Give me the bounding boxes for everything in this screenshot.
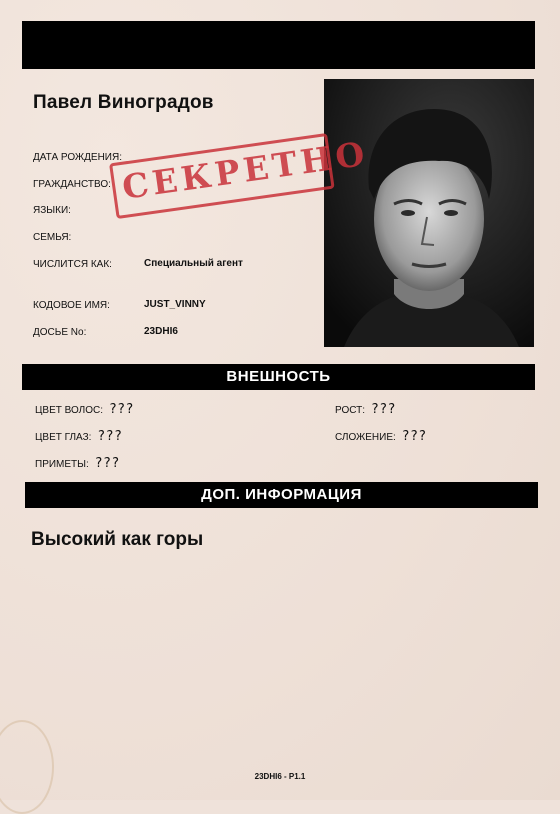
marks-label: ПРИМЕТЫ: bbox=[35, 459, 89, 470]
height-label: РОСТ: bbox=[335, 405, 366, 416]
build-value: ??? bbox=[401, 429, 427, 444]
extra-info-note: Высокий как горы bbox=[31, 529, 204, 550]
redacted-header-bar bbox=[22, 21, 535, 69]
appearance-section-header: ВНЕШНОСТЬ bbox=[22, 364, 535, 390]
stamp-text: СЕКРЕТНО bbox=[119, 133, 371, 207]
marks-field bbox=[35, 456, 120, 471]
dossier-number-label: ДОСЬЕ No: bbox=[33, 327, 87, 338]
listed-as-value: Специальный агент bbox=[144, 258, 243, 269]
languages-label: ЯЗЫКИ: bbox=[33, 205, 71, 216]
hair-color-value: ??? bbox=[108, 402, 134, 417]
dossier-number-value: 23DHI6 bbox=[144, 326, 178, 337]
eye-color-field bbox=[35, 429, 122, 444]
eye-color-label: ЦВЕТ ГЛАЗ: bbox=[35, 432, 92, 443]
secret-stamp bbox=[109, 133, 371, 221]
extra-info-section-header: ДОП. ИНФОРМАЦИЯ bbox=[25, 482, 538, 508]
eye-color-value: ??? bbox=[97, 429, 123, 444]
agent-name: Павел Виноградов bbox=[33, 92, 214, 113]
birthdate-label: ДАТА РОЖДЕНИЯ: bbox=[33, 152, 122, 163]
marks-value: ??? bbox=[94, 456, 120, 471]
hair-color-field bbox=[35, 402, 134, 417]
family-label: СЕМЬЯ: bbox=[33, 232, 72, 243]
build-field bbox=[335, 429, 427, 444]
build-label: СЛОЖЕНИЕ: bbox=[335, 432, 396, 443]
page-footer: 23DHI6 - P1.1 bbox=[254, 772, 306, 781]
codename-label: КОДОВОЕ ИМЯ: bbox=[33, 300, 110, 311]
height-field bbox=[335, 402, 396, 417]
agent-photo bbox=[324, 79, 534, 347]
hair-color-label: ЦВЕТ ВОЛОС: bbox=[35, 405, 103, 416]
listed-as-label: ЧИСЛИТСЯ КАК: bbox=[33, 259, 112, 270]
citizenship-label: ГРАЖДАНСТВО: bbox=[33, 179, 111, 190]
codename-value: JUST_VINNY bbox=[144, 299, 206, 310]
height-value: ??? bbox=[371, 402, 396, 417]
